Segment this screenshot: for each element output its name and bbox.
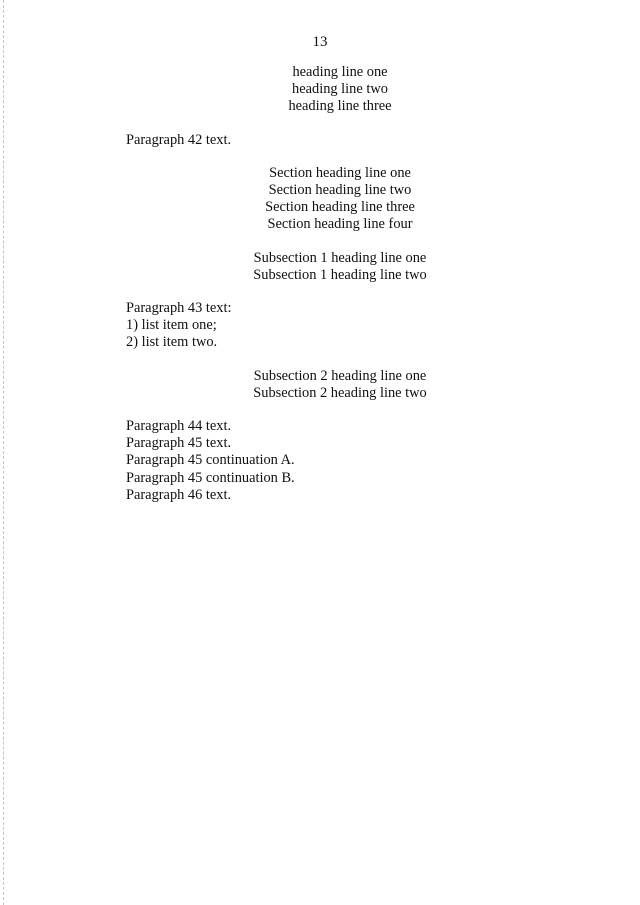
paragraph-45-continuation: Paragraph 45 continuation A. (126, 452, 295, 469)
subsection-1-line: Subsection 1 heading line one (253, 249, 427, 266)
page-number: 13 (312, 34, 328, 50)
intro-line: heading line two (292, 81, 388, 98)
intro-heading (90, 64, 590, 116)
subsection-2-line: Subsection 2 heading line one (253, 367, 427, 384)
section-3-heading (90, 165, 590, 234)
subsection-1-heading (90, 250, 590, 284)
section-3-line: Section heading line two (268, 182, 412, 199)
intro-line: heading line three (288, 98, 392, 115)
list-item: 2) list item two. (126, 334, 218, 351)
list-item: 1) list item one; (126, 317, 217, 334)
section-3-line: Section heading line three (265, 199, 415, 216)
paragraph-46: Paragraph 46 text. (126, 486, 232, 503)
subsection-1-line: Subsection 1 heading line two (253, 266, 427, 283)
paragraph-45: Paragraph 45 text. (126, 435, 232, 452)
section-3-line: Section heading line four (267, 216, 413, 233)
paragraph-44: Paragraph 44 text. (126, 418, 232, 435)
paragraph-45-continuation: Paragraph 45 continuation B. (126, 469, 295, 486)
subsection-2-heading (90, 368, 590, 402)
subsection-2-line: Subsection 2 heading line two (253, 384, 427, 401)
paragraph-43: Paragraph 43 text: (126, 300, 232, 317)
page-content (90, 64, 590, 504)
section-3-line: Section heading line one (269, 164, 411, 181)
intro-line: heading line one (292, 64, 388, 80)
paragraph-42: Paragraph 42 text. (126, 131, 232, 148)
